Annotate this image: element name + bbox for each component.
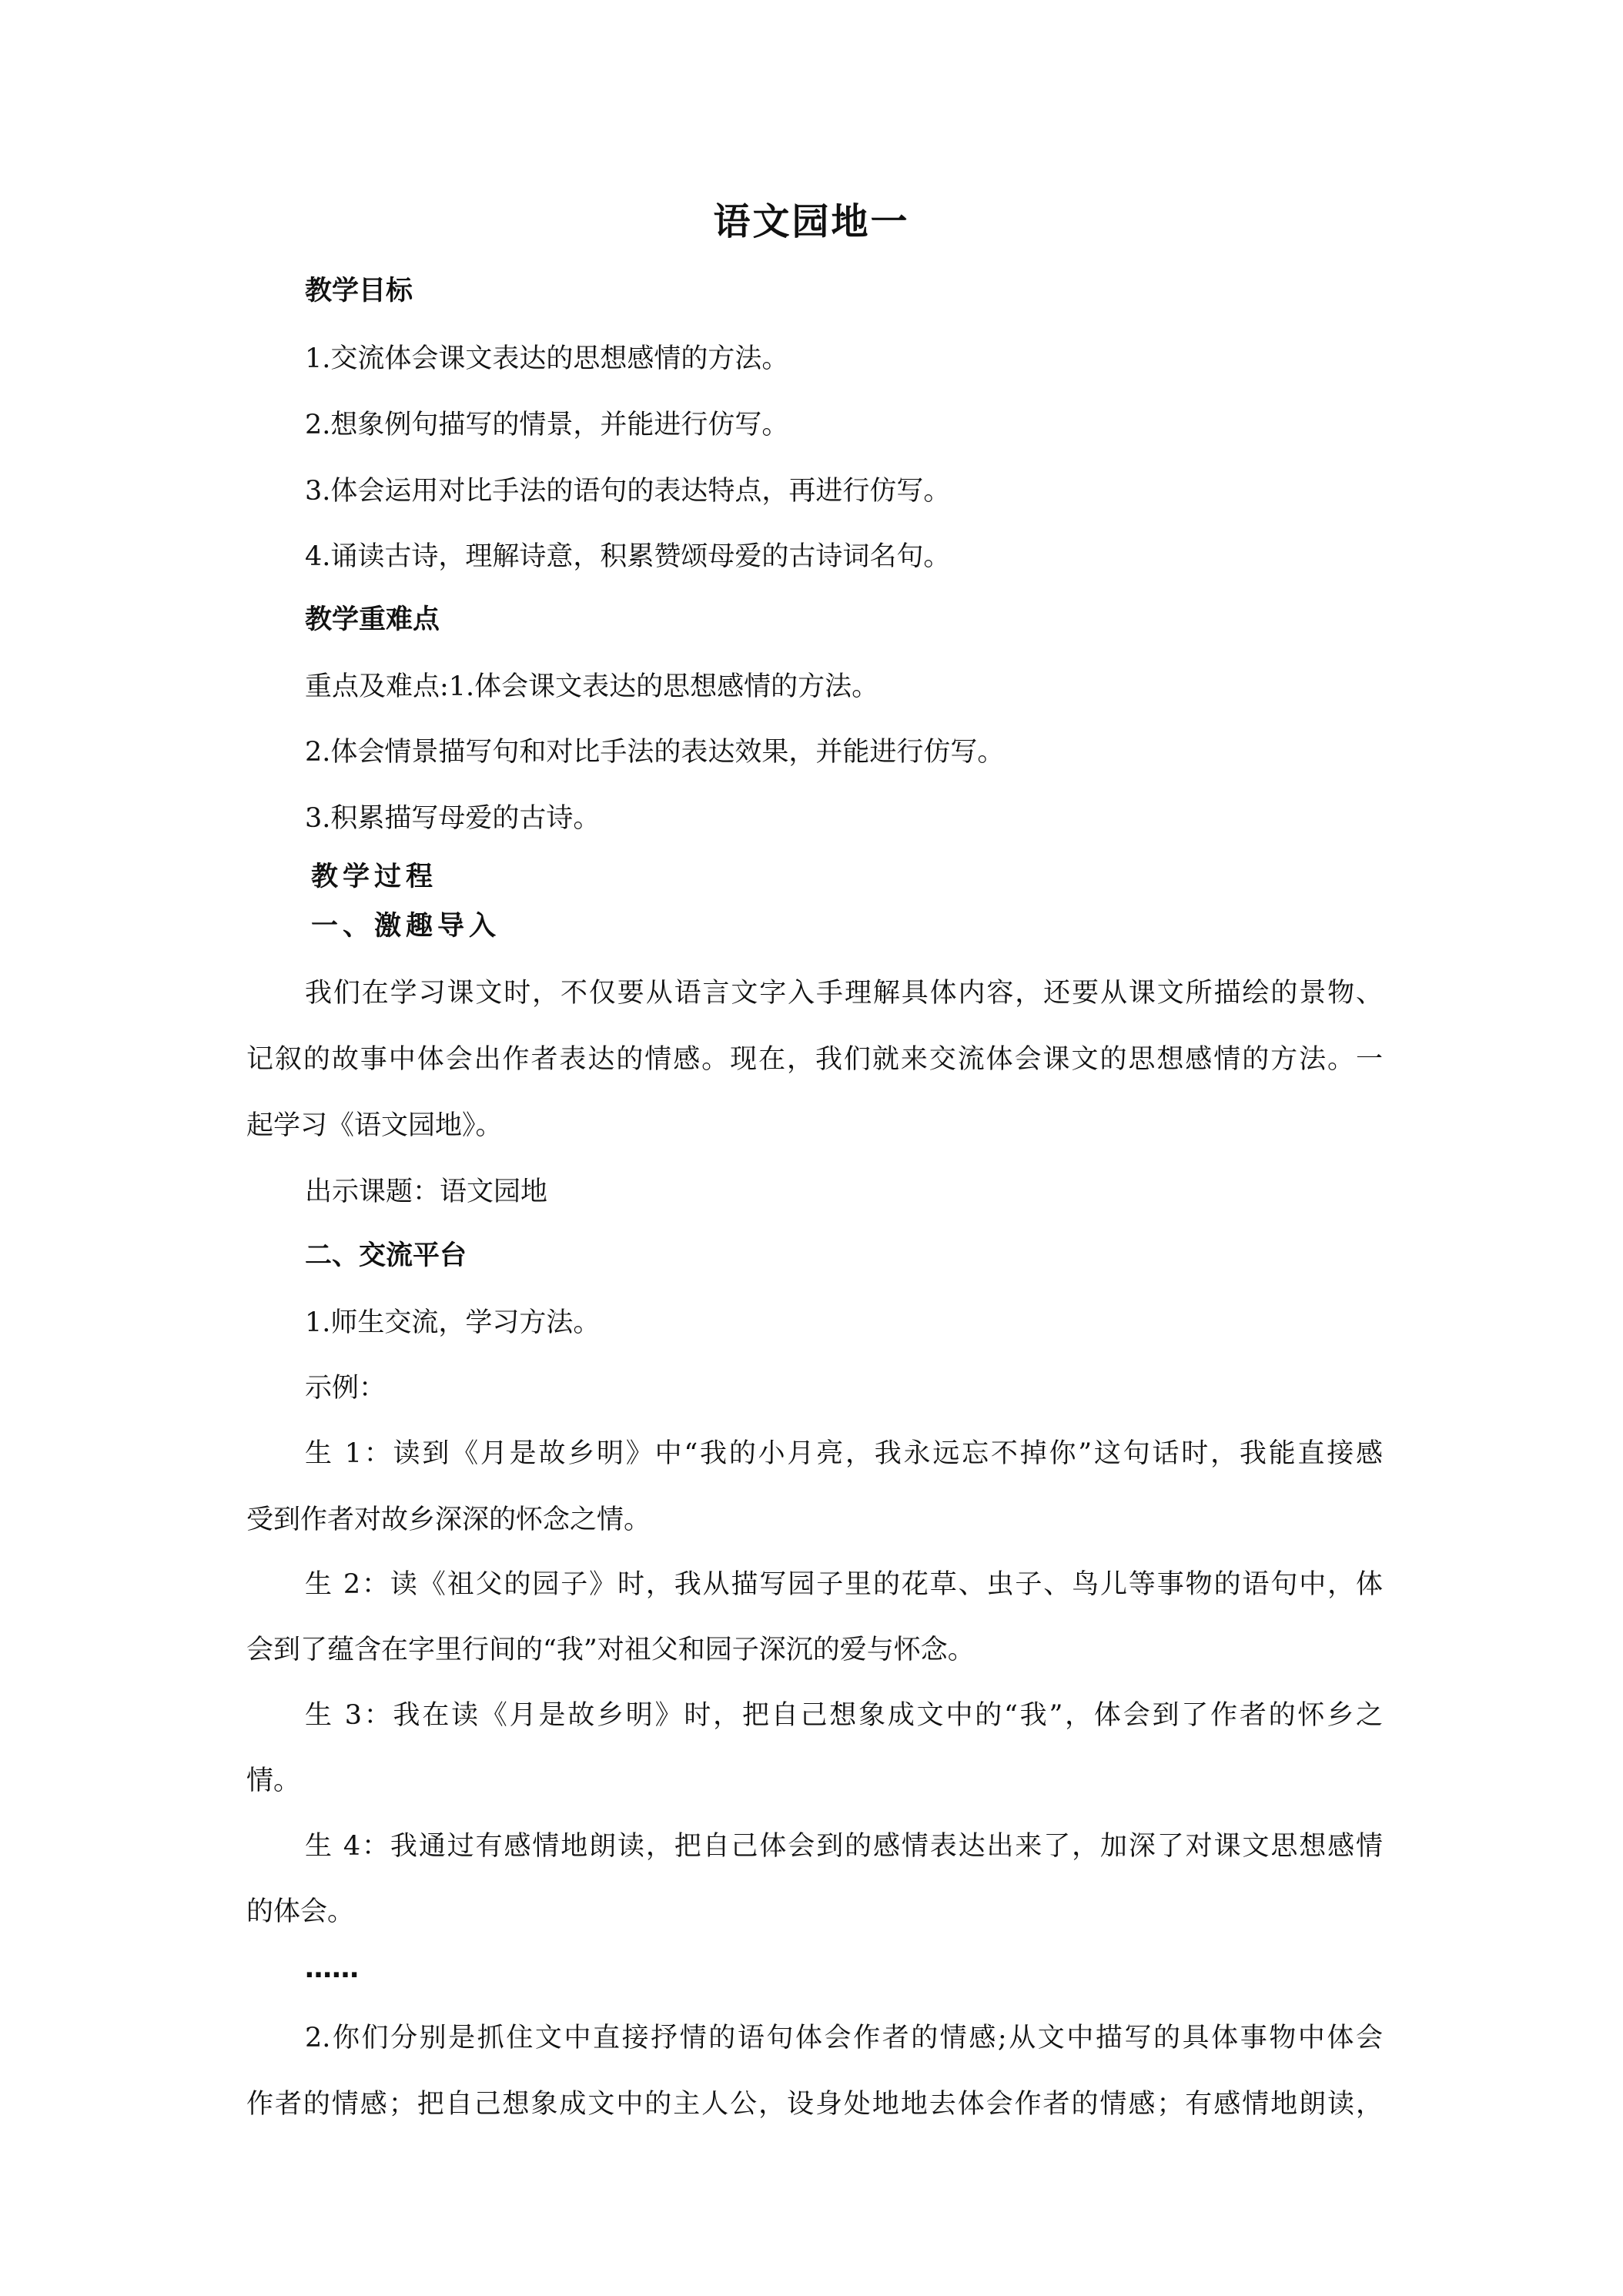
paragraph-line: 生 4：我通过有感情地朗读，把自己体会到的感情表达出来了，加深了对课文思想感情 [305,1831,1383,1862]
paragraph-line: 出示课题：语文园地 [305,1176,548,1207]
paragraph-line: 起学习《语文园地》。 [246,1110,503,1141]
paragraph-line: 2.你们分别是抓住文中直接抒情的语句体会作者的情感;从文中描写的具体事物中体会 [305,2023,1383,2053]
paragraph-line: 情。 [246,1766,301,1796]
section-heading: 二、交流平台 [305,1240,467,1271]
paragraph-line: 的体会。 [246,1896,355,1927]
paragraph-line: 1.师生交流，学习方法。 [305,1307,601,1338]
objective-item: 1.交流体会课文表达的思想感情的方法。 [305,343,789,374]
page-title: 语文园地一 [713,200,910,243]
paragraph-line: 我们在学习课文时，不仅要从语言文字入手理解具体内容，还要从课文所描绘的景物、 [305,978,1383,1009]
keypoints-heading: 教学重难点 [305,604,440,635]
objectives-heading: 教学目标 [305,276,413,306]
paragraph-line: 生 2：读《祖父的园子》时，我从描写园子里的花草、虫子、鸟儿等事物的语句中，体 [305,1569,1383,1600]
keypoint-item: 重点及难点:1.体会课文表达的思想感情的方法。 [305,671,879,702]
keypoint-item: 2.体会情景描写句和对比手法的表达效果，并能进行仿写。 [305,737,1005,768]
process-heading: 教学过程 [311,862,438,892]
paragraph-line: 示例： [305,1373,387,1404]
keypoint-item: 3.积累描写母爱的古诗。 [305,803,601,834]
paragraph-line: 生 3：我在读《月是故乡明》时，把自己想象成文中的“我”，体会到了作者的怀乡之 [305,1700,1383,1731]
paragraph-line: 会到了蕴含在字里行间的“我”对祖父和园子深沉的爱与怀念。 [246,1635,975,1665]
ellipsis: …… [305,1953,359,1984]
section-heading: 一、激趣导入 [311,911,501,942]
paragraph-line: 生 1：读到《月是故乡明》中“我的小月亮，我永远忘不掉你”这句话时，我能直接感 [305,1438,1383,1469]
paragraph-line: 作者的情感；把自己想象成文中的主人公，设身处地地去体会作者的情感；有感情地朗读， [246,2089,1383,2120]
objective-item: 4.诵读古诗，理解诗意，积累赞颂母爱的古诗词名句。 [305,541,951,572]
objective-item: 3.体会运用对比手法的语句的表达特点，再进行仿写。 [305,476,951,507]
paragraph-line: 记叙的故事中体会出作者表达的情感。现在，我们就来交流体会课文的思想感情的方法。一 [246,1044,1383,1075]
paragraph-line: 受到作者对故乡深深的怀念之情。 [246,1504,651,1535]
objective-item: 2.想象例句描写的情景，并能进行仿写。 [305,410,789,440]
